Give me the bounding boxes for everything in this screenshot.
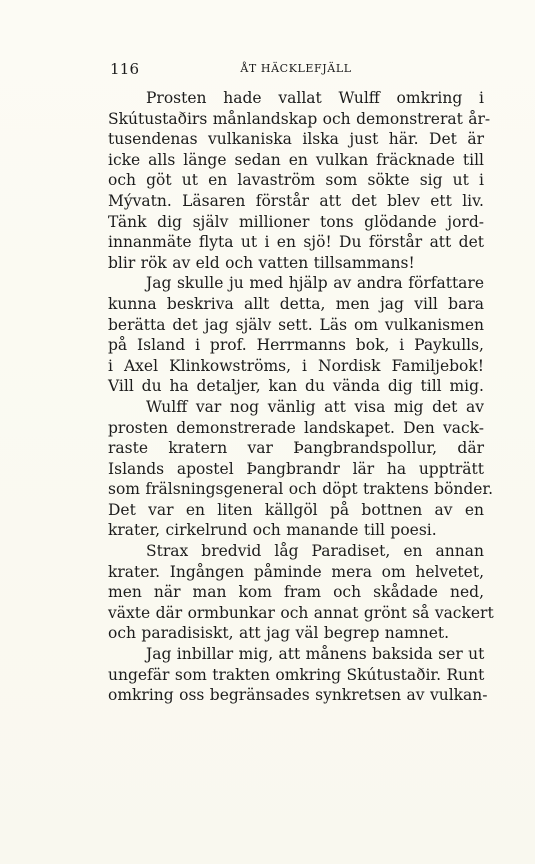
text-line: och göt ut en lavaström som sökte sig ut i bbox=[108, 171, 484, 190]
text-line: på Island i prof. Herrmanns bok, i Paykulls, bbox=[108, 336, 484, 355]
text-line: Prosten hade vallat Wulff omkring i bbox=[146, 89, 484, 107]
text-line: Islands apostel Þangbrandr lär ha uppträtt bbox=[108, 459, 484, 478]
text-line: som frälsningsgeneral och döpt traktens bönder. bbox=[108, 480, 494, 499]
text-line: prosten demonstrerade landskapet. Den vack- bbox=[108, 418, 484, 437]
running-title: ÅT HÄCKLEFJÄLL bbox=[240, 62, 352, 75]
text-line: men när man kom fram och skådade ned, bbox=[108, 583, 484, 602]
text-line: Wulff var nog vänlig att visa mig det av bbox=[146, 397, 484, 416]
text-line: Jag inbillar mig, att månens baksida ser ut bbox=[146, 645, 485, 664]
text-line: Det var en liten källgöl på bottnen av en bbox=[108, 500, 484, 519]
page-header bbox=[110, 60, 482, 80]
text-line: tusendenas vulkaniska ilska just här. Det är bbox=[108, 130, 484, 149]
text-line: krater, cirkelrund och manande till poesi. bbox=[108, 521, 437, 540]
text-line: innanmäte flyta ut i en sjö! Du förstår att det bbox=[108, 233, 484, 252]
text-line: växte där ormbunkar och annat grönt så vackert bbox=[108, 603, 494, 622]
text-line: Strax bredvid låg Paradiset, en annan bbox=[146, 542, 484, 561]
text-line: Jag skulle ju med hjälp av andra författare bbox=[146, 274, 484, 293]
text-line: Skútustaðirs månlandskap och demonstrerat år- bbox=[108, 109, 491, 128]
text-line: blir rök av eld och vatten tillsammans! bbox=[108, 253, 415, 272]
text-line: omkring oss begränsades synkretsen av vulkan- bbox=[108, 686, 488, 705]
text-line: raste kratern var Þangbrandspollur, där bbox=[108, 439, 484, 458]
page-number: 116 bbox=[110, 60, 140, 78]
text-line: Vill du ha detaljer, kan du vända dig till mig. bbox=[108, 377, 484, 396]
text-line: och paradisiskt, att jag väl begrep namnet. bbox=[108, 624, 450, 643]
text-line: Tänk dig själv millioner tons glödande jord- bbox=[108, 212, 484, 231]
text-line: berätta det jag själv sett. Läs om vulkanismen bbox=[108, 315, 484, 334]
body-text bbox=[108, 88, 494, 706]
text-line: ungefär som trakten omkring Skútustaðir. Runt bbox=[108, 665, 485, 684]
text-line: krater. Ingången påminde mera om helvetet, bbox=[108, 562, 484, 581]
text-line: Mývatn. Läsaren förstår att det blev ett liv. bbox=[108, 191, 484, 210]
text-line: icke alls länge sedan en vulkan fräcknade till bbox=[108, 150, 484, 169]
text-line: kunna beskriva allt detta, men jag vill bara bbox=[108, 294, 484, 313]
text-line: i Axel Klinkowströms, i Nordisk Familjebok! bbox=[108, 356, 484, 375]
